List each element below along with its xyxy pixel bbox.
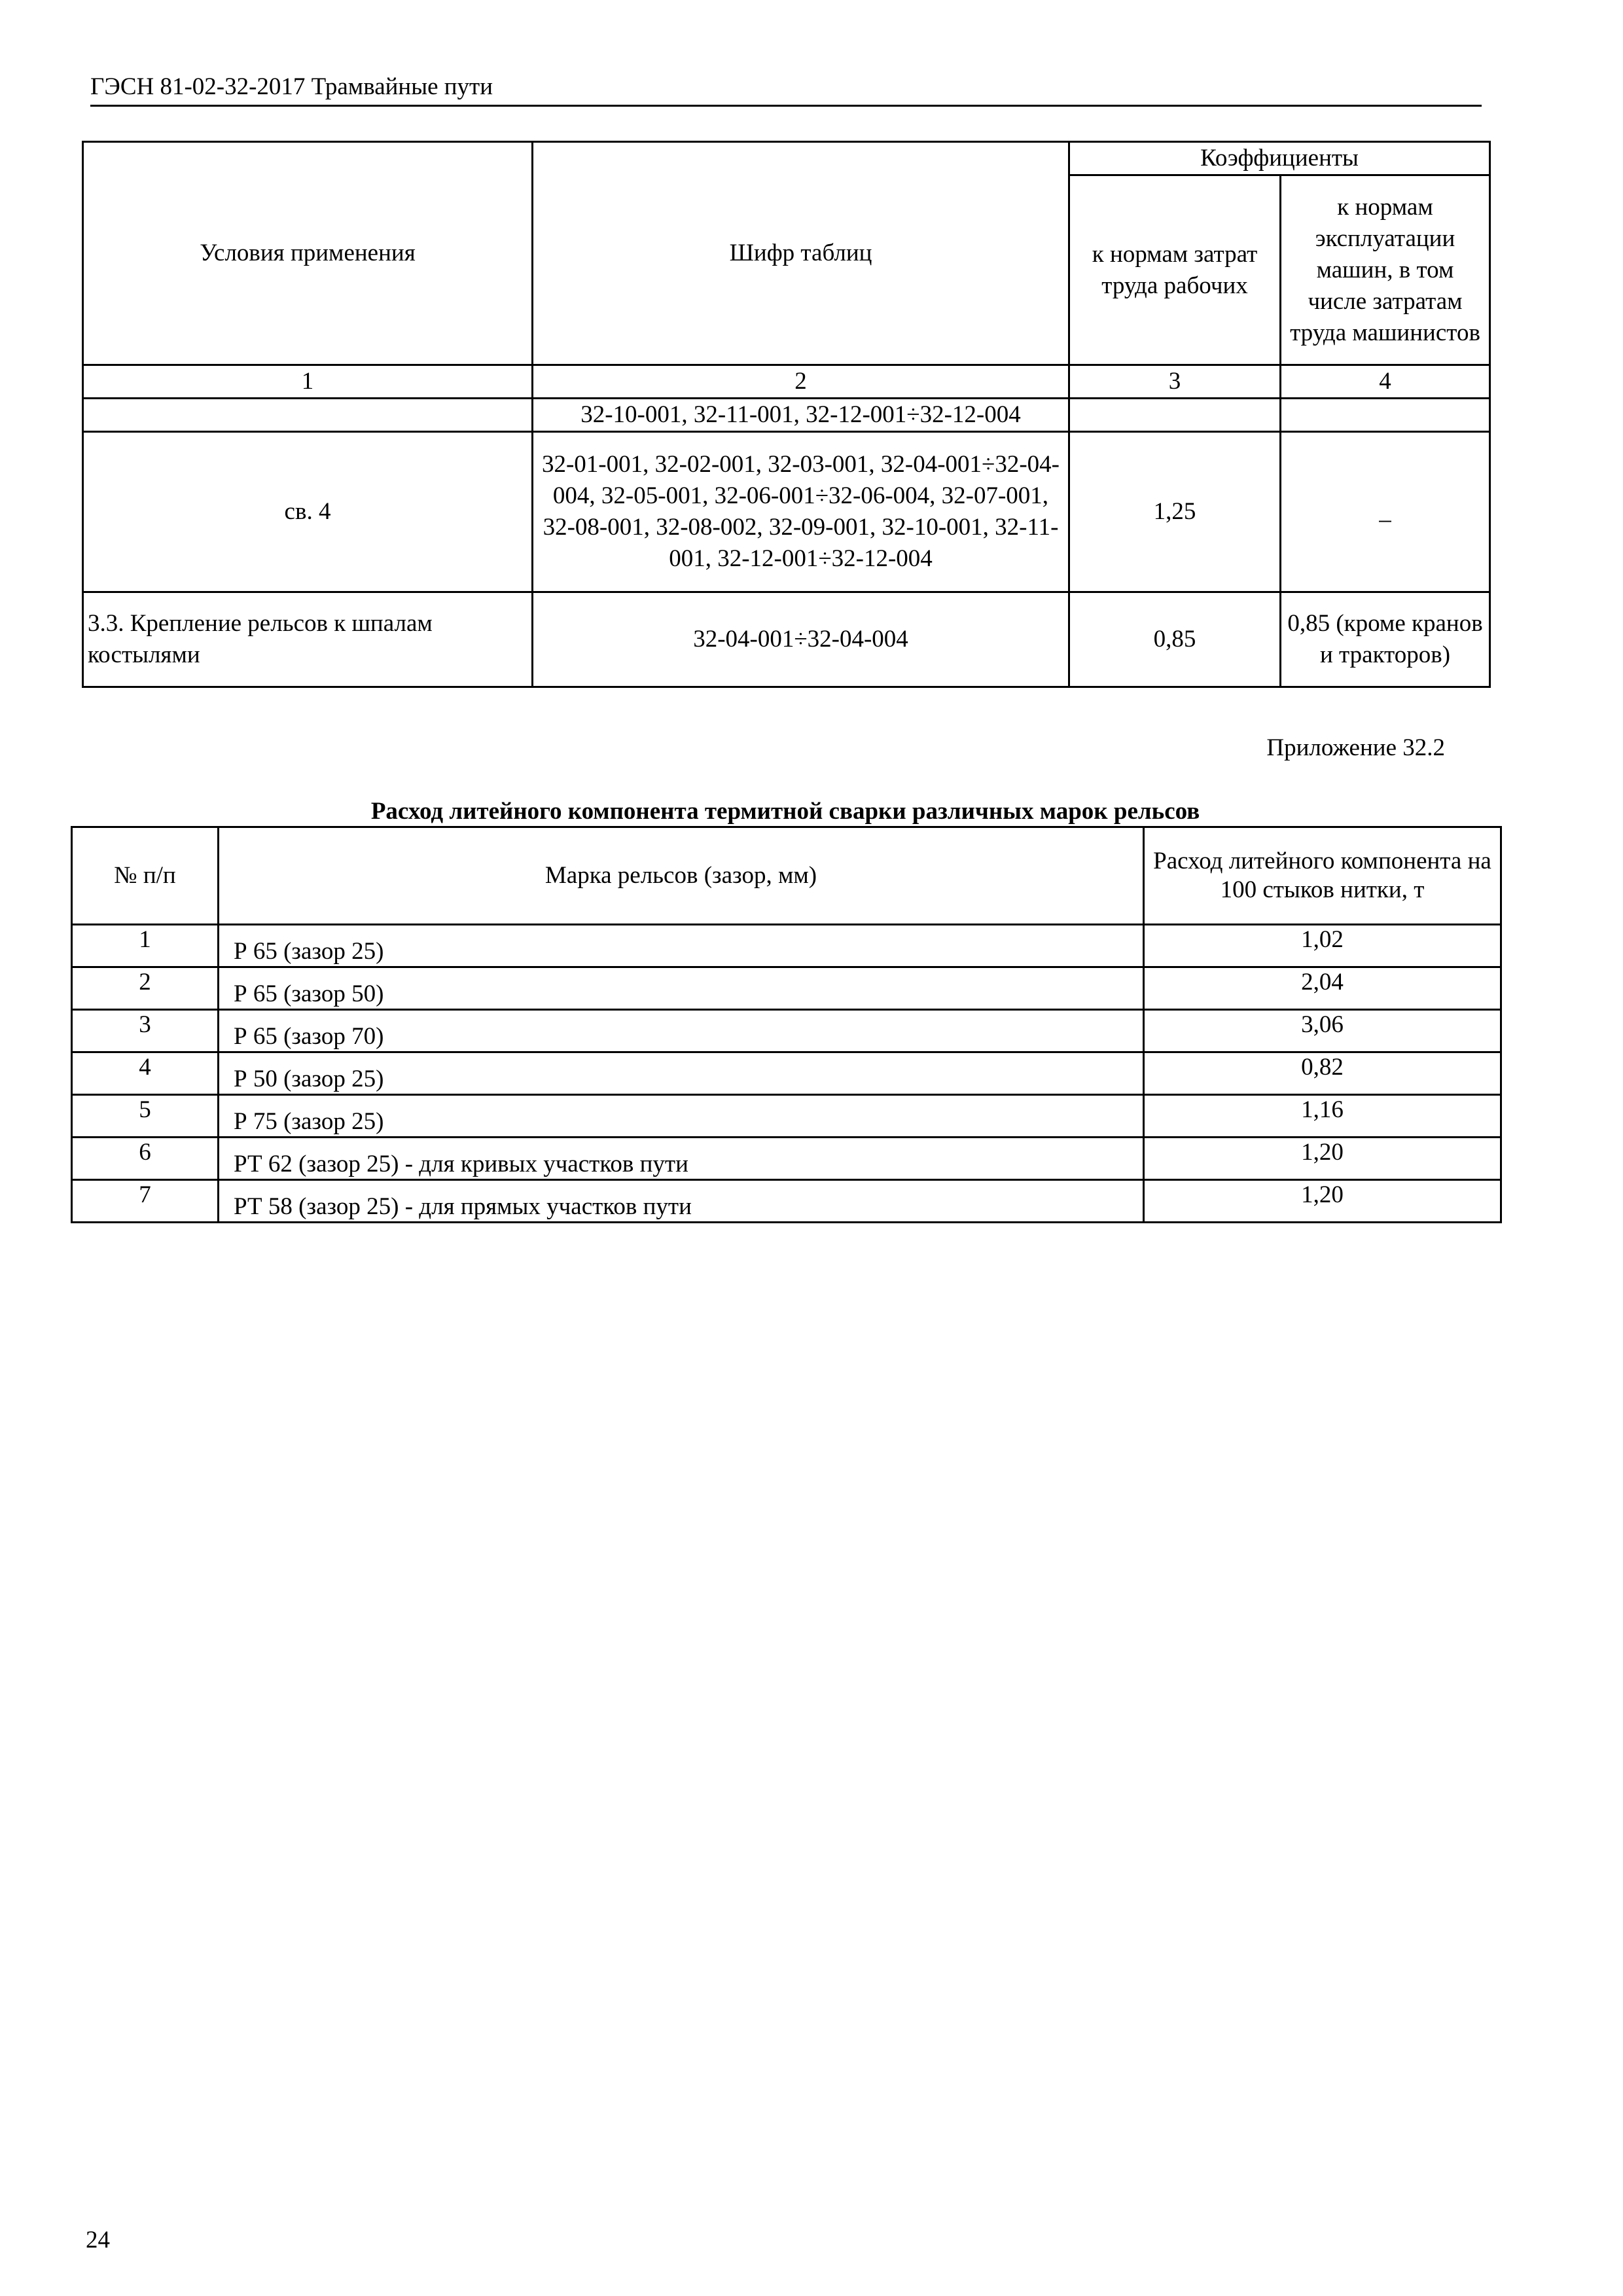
consumption-value: 1,16: [1144, 1095, 1501, 1138]
header-code: Шифр таблиц: [533, 142, 1069, 365]
table-title: Расход литейного компонента термитной сварки различных марок рельсов: [370, 798, 1200, 825]
code-cell: 32-10-001, 32-11-001, 32-12-001÷32-12-004: [533, 399, 1069, 432]
conditions-cell: св. 4: [83, 432, 533, 592]
code-cell: 32-01-001, 32-02-001, 32-03-001, 32-04-001÷32-04-004, 32-05-001, 32-06-001÷32-06-004, 32-07-001, 32-08-001, 32-08-002, 32-09-001, 32-10-001, 32-11-001, 32-12-001÷32-12-004: [533, 432, 1069, 592]
consumption-value: 3,06: [1144, 1010, 1501, 1052]
header-num: № п/п: [72, 827, 219, 925]
consumption-value: 0,82: [1144, 1052, 1501, 1095]
col-number: 1: [83, 365, 533, 399]
col-number: 2: [533, 365, 1069, 399]
table-row: [72, 1138, 1501, 1180]
consumption-value: 1,20: [1144, 1180, 1501, 1223]
rail-brand: Р 75 (зазор 25): [219, 1095, 1144, 1138]
rail-brand: РТ 62 (зазор 25) - для кривых участков пути: [219, 1138, 1144, 1180]
table-row: [83, 399, 1490, 432]
header-consumption: Расход литейного компонента на 100 стыков нитки, т: [1144, 827, 1501, 925]
conditions-cell: [83, 399, 533, 432]
row-number: 4: [72, 1052, 219, 1095]
header-labor: к нормам затрат труда рабочих: [1069, 175, 1281, 365]
machines-cell: –: [1281, 432, 1490, 592]
code-cell: 32-04-001÷32-04-004: [533, 592, 1069, 687]
row-number: 3: [72, 1010, 219, 1052]
rail-brand: Р 65 (зазор 70): [219, 1010, 1144, 1052]
consumption-value: 2,04: [1144, 967, 1501, 1010]
table-row: [83, 432, 1490, 592]
consumption-table: [71, 826, 1502, 1223]
col-number: 3: [1069, 365, 1281, 399]
table-row: [72, 1180, 1501, 1223]
header-conditions: Условия применения: [83, 142, 533, 365]
conditions-cell: 3.3. Крепление рельсов к шпалам костылями: [83, 592, 533, 687]
header-machines: к нормам эксплуатации машин, в том числе затратам труда машинистов: [1281, 175, 1490, 365]
labor-cell: [1069, 399, 1281, 432]
consumption-value: 1,20: [1144, 1138, 1501, 1180]
header-coefficients: Коэффициенты: [1069, 142, 1490, 175]
row-number: 7: [72, 1180, 219, 1223]
rail-brand: Р 65 (зазор 25): [219, 925, 1144, 967]
table-row: [83, 592, 1490, 687]
col-number: 4: [1281, 365, 1490, 399]
column-numbers-row: [83, 365, 1490, 399]
table-row: [72, 1095, 1501, 1138]
page-number: 24: [86, 2227, 110, 2253]
machines-cell: [1281, 399, 1490, 432]
running-header: ГЭСН 81-02-32-2017 Трамвайные пути: [90, 71, 1482, 107]
header-brand: Марка рельсов (зазор, мм): [219, 827, 1144, 925]
labor-cell: 1,25: [1069, 432, 1281, 592]
row-number: 1: [72, 925, 219, 967]
table-row: [72, 925, 1501, 967]
rail-brand: РТ 58 (зазор 25) - для прямых участков пути: [219, 1180, 1144, 1223]
coefficients-table: [82, 141, 1491, 688]
row-number: 2: [72, 967, 219, 1010]
table-row: [72, 967, 1501, 1010]
table-row: [72, 1010, 1501, 1052]
row-number: 6: [72, 1138, 219, 1180]
row-number: 5: [72, 1095, 219, 1138]
rail-brand: Р 50 (зазор 25): [219, 1052, 1144, 1095]
machines-cell: 0,85 (кроме кранов и тракторов): [1281, 592, 1490, 687]
annex-label: Приложение 32.2: [1266, 734, 1445, 761]
labor-cell: 0,85: [1069, 592, 1281, 687]
table-row: [72, 1052, 1501, 1095]
consumption-value: 1,02: [1144, 925, 1501, 967]
rail-brand: Р 65 (зазор 50): [219, 967, 1144, 1010]
